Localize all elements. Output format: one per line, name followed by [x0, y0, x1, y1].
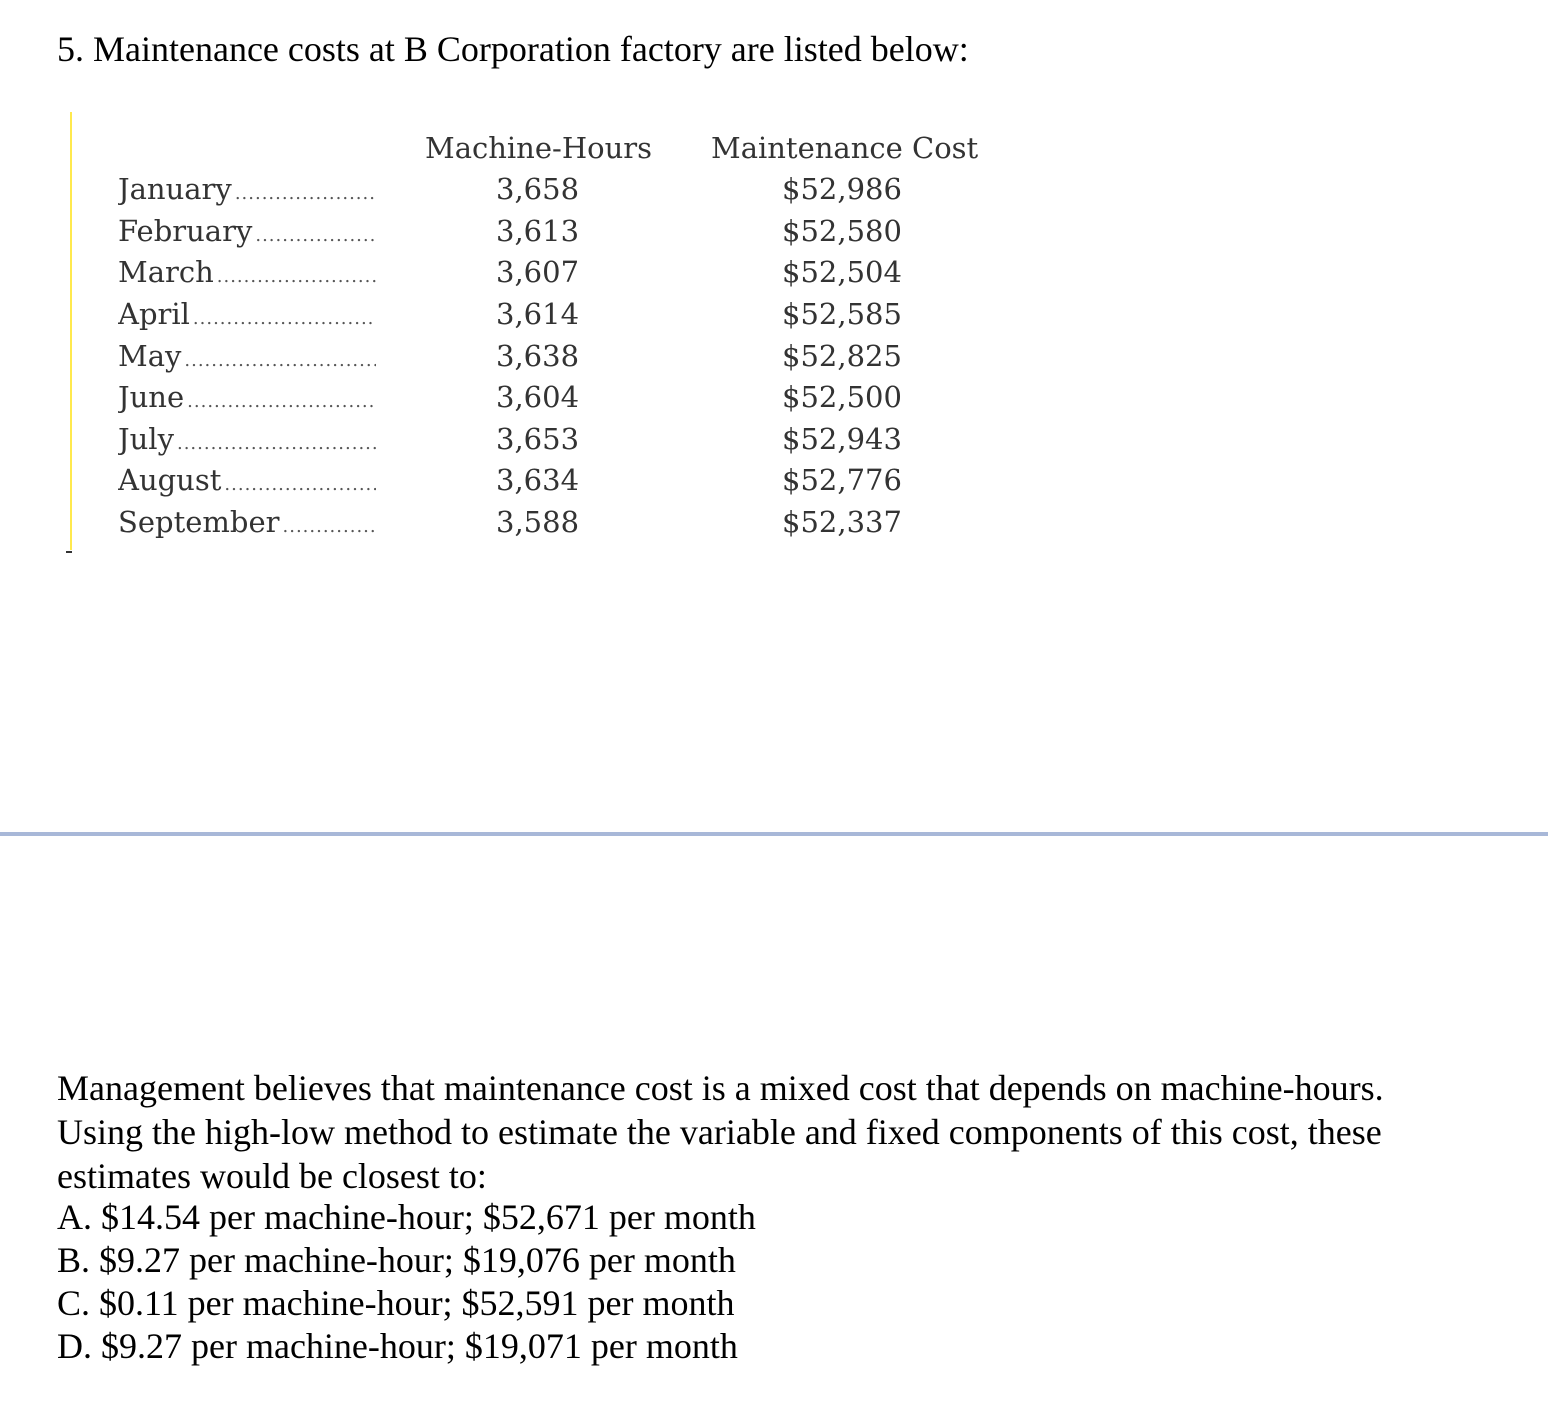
- table-row: [60, 168, 1020, 210]
- month-cell: [118, 376, 376, 418]
- table-row: [60, 376, 1020, 418]
- machine-hours-value: 3,614: [496, 297, 580, 331]
- machine-hours-value: 3,653: [496, 422, 580, 456]
- column-header-maintenance-cost: Maintenance Cost: [711, 131, 979, 165]
- maintenance-cost-value: $52,825: [782, 339, 902, 373]
- machine-hours-value: 3,658: [496, 172, 580, 206]
- dot-leader: [255, 215, 376, 252]
- maintenance-cost-value: $52,337: [782, 505, 902, 539]
- prompt-line: Management believes that maintenance cost is a mixed cost that depends on machine-hours.: [57, 1068, 1384, 1108]
- answer-option-c[interactable]: C. $0.11 per machine-hour; $52,591 per month: [57, 1283, 735, 1323]
- maintenance-cost-table: [60, 108, 1020, 558]
- month-label: July: [118, 422, 174, 456]
- machine-hours-value: 3,613: [496, 214, 580, 248]
- month-label: March: [118, 255, 214, 289]
- table-row: [60, 501, 1020, 543]
- maintenance-cost-value: $52,585: [782, 297, 902, 331]
- dot-leader: [187, 381, 376, 418]
- prompt-line: estimates would be closest to:: [57, 1156, 487, 1196]
- maintenance-cost-value: $52,580: [782, 214, 902, 248]
- dot-leader: [217, 256, 376, 293]
- table-row: [60, 210, 1020, 252]
- table-corner-mark: [66, 551, 72, 553]
- month-cell: [118, 501, 376, 543]
- month-label: April: [118, 297, 190, 331]
- month-label: September: [118, 505, 280, 539]
- answer-option-b[interactable]: B. $9.27 per machine-hour; $19,076 per month: [57, 1240, 736, 1280]
- table-row: [60, 293, 1020, 335]
- column-header-machine-hours: Machine-Hours: [425, 131, 652, 165]
- dot-leader: [224, 464, 376, 501]
- month-cell: [118, 168, 376, 210]
- answer-option-d[interactable]: D. $9.27 per machine-hour; $19,071 per month: [57, 1326, 738, 1366]
- month-cell: [118, 251, 376, 293]
- prompt-line: Using the high-low method to estimate the variable and fixed components of this cost, these: [57, 1112, 1382, 1152]
- month-label: June: [118, 380, 185, 414]
- machine-hours-value: 3,634: [496, 463, 580, 497]
- maintenance-cost-value: $52,500: [782, 380, 902, 414]
- maintenance-cost-value: $52,776: [782, 463, 902, 497]
- machine-hours-value: 3,607: [496, 255, 580, 289]
- maintenance-cost-value: $52,986: [782, 172, 902, 206]
- maintenance-cost-value: $52,943: [782, 422, 902, 456]
- month-label: August: [118, 463, 222, 497]
- question-title: 5. Maintenance costs at B Corporation factory are listed below:: [57, 29, 969, 69]
- machine-hours-value: 3,604: [496, 380, 580, 414]
- dot-leader: [193, 298, 376, 335]
- month-cell: [118, 459, 376, 501]
- dot-leader: [283, 506, 377, 543]
- dot-leader: [184, 340, 376, 377]
- dot-leader: [235, 173, 376, 210]
- maintenance-cost-value: $52,504: [782, 255, 902, 289]
- month-cell: [118, 293, 376, 335]
- month-cell: [118, 418, 376, 460]
- section-divider: [0, 832, 1548, 836]
- month-cell: [118, 335, 376, 377]
- month-label: May: [118, 339, 182, 373]
- table-row: [60, 459, 1020, 501]
- machine-hours-value: 3,588: [496, 505, 580, 539]
- machine-hours-value: 3,638: [496, 339, 580, 373]
- table-row: [60, 418, 1020, 460]
- question-prompt: [57, 1066, 1517, 1198]
- month-label: January: [118, 172, 232, 206]
- month-cell: [118, 210, 376, 252]
- answer-options: [57, 1196, 756, 1368]
- answer-option-a[interactable]: A. $14.54 per machine-hour; $52,671 per month: [57, 1197, 756, 1237]
- dot-leader: [177, 423, 376, 460]
- table-row: [60, 251, 1020, 293]
- month-label: February: [118, 214, 253, 248]
- table-row: [60, 335, 1020, 377]
